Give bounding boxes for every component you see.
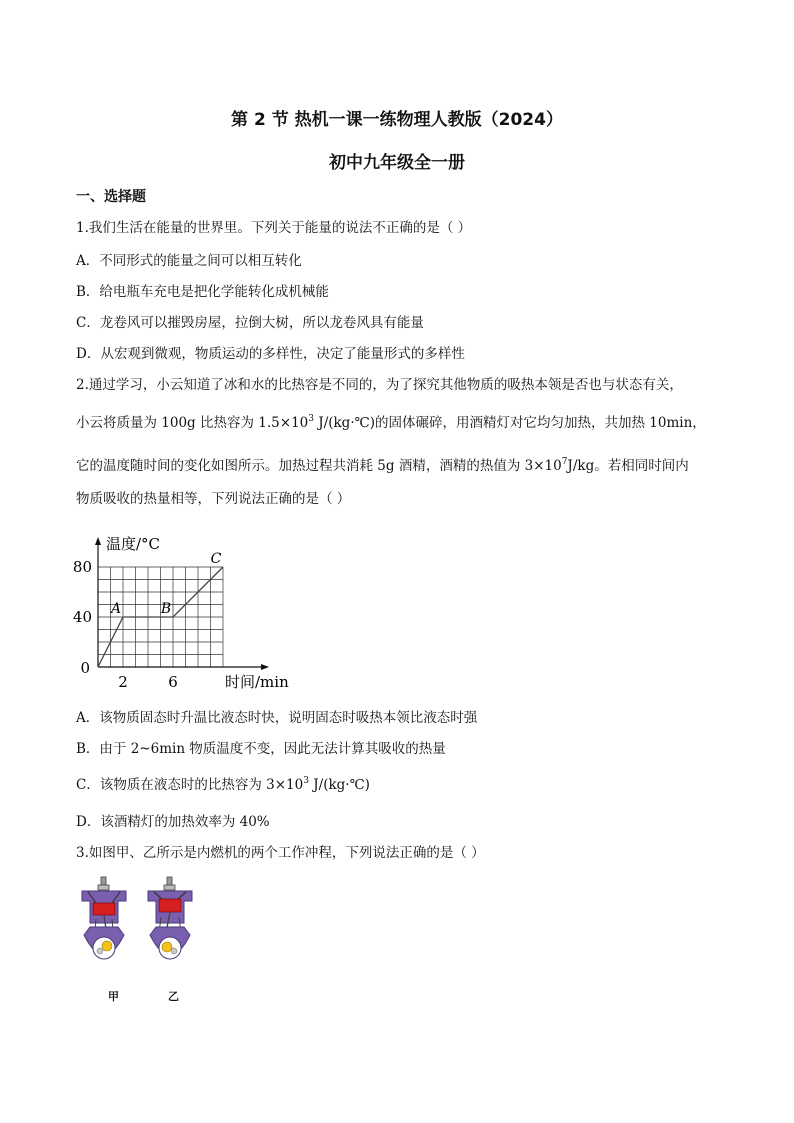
chart-axes bbox=[95, 537, 269, 670]
q2-line3-text-end: J/kg。若相同时间内 bbox=[567, 458, 689, 474]
q2-line4: 物质吸收的热量相等，下列说法正确的是（ ） bbox=[76, 491, 351, 507]
fig-label-yi: 乙 bbox=[168, 990, 179, 1003]
q2-line3 bbox=[76, 454, 689, 474]
q2-line2-sup: 3 bbox=[308, 414, 314, 424]
q1-option-d: D．从宏观到微观，物质运动的多样性，决定了能量形式的多样性 bbox=[76, 346, 465, 362]
q1-option-a: A．不同形式的能量之间可以相互转化 bbox=[76, 253, 302, 269]
engine-yi-drawing bbox=[148, 877, 192, 959]
q2-option-c-unit: J/(kg·℃) bbox=[308, 777, 370, 793]
x-tick-label: 2 bbox=[118, 673, 128, 691]
section-heading: 一、选择题 bbox=[76, 189, 146, 205]
y-tick-label: 40 bbox=[72, 608, 92, 626]
point-label: B bbox=[160, 601, 172, 617]
q2-line2-text: 小云将质量为 100g 比热容为 1.5×10 bbox=[76, 415, 309, 431]
point-label: A bbox=[110, 601, 122, 617]
y-axis-label: 温度/°C bbox=[106, 535, 161, 553]
q2-option-b: B．由于 2~6min 物质温度不变，因此无法计算其吸收的热量 bbox=[76, 741, 446, 757]
q2-option-a: A．该物质固态时升温比液态时快，说明固态时吸热本领比液态时强 bbox=[76, 710, 478, 726]
q2-line3-sup: 7 bbox=[561, 457, 568, 467]
point-label: C bbox=[210, 551, 222, 567]
q2-option-c-sup: 3 bbox=[303, 776, 309, 786]
engine-figure-yi bbox=[142, 875, 198, 975]
q3-stem: 3.如图甲、乙所示是内燃机的两个工作冲程，下列说法正确的是（ ） bbox=[76, 845, 485, 861]
q2-option-c bbox=[76, 773, 370, 793]
origin-label: 0 bbox=[80, 659, 90, 677]
x-tick-label: 6 bbox=[168, 673, 178, 691]
temperature-time-chart bbox=[70, 515, 310, 695]
q1-option-b: B．给电瓶车充电是把化学能转化成机械能 bbox=[76, 284, 329, 300]
y-axis-arrow bbox=[95, 537, 101, 545]
engine-jia-drawing bbox=[82, 877, 126, 959]
x-axis-arrow bbox=[261, 664, 269, 670]
fig-label-jia: 甲 bbox=[108, 990, 119, 1003]
q2-line1: 2.通过学习，小云知道了冰和水的比热容是不同的，为了探究其他物质的吸热本领是否也与状态有关， bbox=[76, 377, 683, 393]
q2-line2 bbox=[76, 411, 706, 431]
page-title: 第 2 节 热机一课一练物理人教版（2024） bbox=[231, 110, 563, 130]
q1-stem: 1.我们生活在能量的世界里。下列关于能量的说法不正确的是（ ） bbox=[76, 220, 472, 236]
q2-line3-text: 它的温度随时间的变化如图所示。加热过程共消耗 5g 酒精，酒精的热值为 3×10 bbox=[76, 458, 562, 474]
x-axis-label: 时间/min bbox=[225, 673, 289, 691]
engine-figure-jia bbox=[76, 875, 132, 975]
page-subtitle: 初中九年级全一册 bbox=[329, 153, 465, 173]
y-tick-label: 80 bbox=[72, 558, 92, 576]
q2-option-c-text: C．该物质在液态时的比热容为 3×10 bbox=[76, 777, 304, 793]
q2-line2-text-end: J/(kg·℃)的固体碾碎，用酒精灯对它均匀加热，共加热 10min， bbox=[313, 415, 706, 431]
q2-option-d: D．该酒精灯的加热效率为 40% bbox=[76, 814, 270, 830]
q1-option-c: C．龙卷风可以摧毁房屋，拉倒大树，所以龙卷风具有能量 bbox=[76, 315, 424, 331]
